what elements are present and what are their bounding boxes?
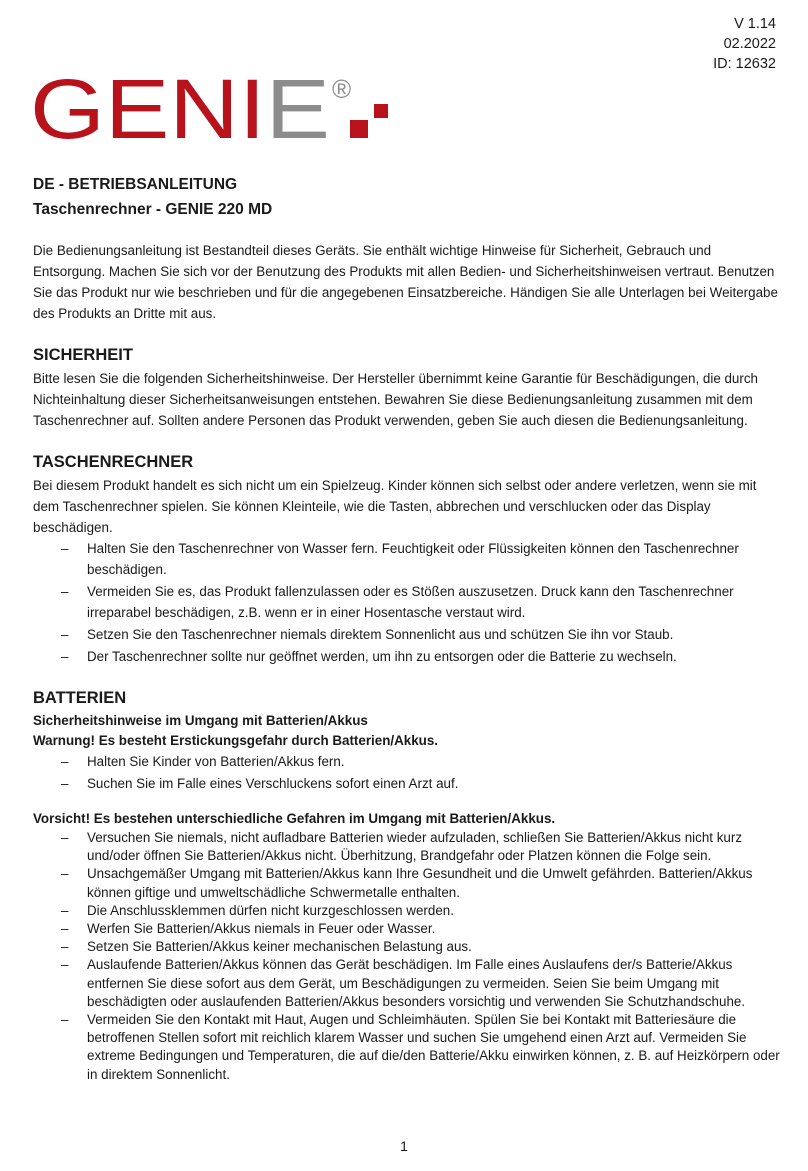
- list-item: – Halten Sie den Taschenrechner von Wasser fern. Feuchtigkeit oder Flüssigkeiten können den Taschenrechner beschädigen.: [33, 538, 783, 580]
- doc-title-line2: Taschenrechner - GENIE 220 MD: [33, 201, 273, 218]
- list-item: – Auslaufende Batterien/Akkus können das Gerät beschädigen. Im Falle eines Auslaufens der/s Batterie/Akkus entfernen Sie diese sofort aus dem Gerät, um Beschädigungen zu vermeiden. Seien Sie beim Umgang mit beschädigten oder auslaufenden Batterien/Akkus besonders vorsichtig und verwenden Sie Schutzhandschuhe.: [61, 957, 746, 1009]
- section-heading-batterien: BATTERIEN: [33, 689, 127, 707]
- dash-bullet: –: [61, 957, 69, 973]
- list-item: – Suchen Sie im Falle eines Verschluckens sofort einen Arzt auf.: [33, 773, 783, 794]
- logo-wordmark: GENI E: [30, 74, 322, 146]
- dash-bullet: –: [61, 1012, 69, 1028]
- list-item: – Setzen Sie Batterien/Akkus keiner mechanischen Belastung aus.: [33, 938, 783, 956]
- list-item: – Halten Sie Kinder von Batterien/Akkus fern.: [33, 751, 783, 772]
- list-item: – Setzen Sie den Taschenrechner niemals direktem Sonnenlicht aus und schützen Sie ihn vor Staub.: [33, 624, 783, 645]
- list-item: – Der Taschenrechner sollte nur geöffnet werden, um ihn zu entsorgen oder die Batterie zu wechseln.: [33, 646, 783, 667]
- genie-logo: [30, 74, 420, 146]
- date-label: 02.2022: [723, 36, 776, 52]
- logo-square-small: [374, 104, 388, 118]
- manual-content: [33, 172, 783, 1084]
- dash-bullet: –: [61, 541, 69, 556]
- dash-bullet: –: [61, 627, 69, 642]
- spacer: [33, 795, 783, 809]
- list-item: – Versuchen Sie niemals, nicht aufladbare Batterien wieder aufzuladen, schließen Sie Batterien/Akkus nicht kurz und/oder öffnen Sie Batterien/Akkus nicht. Überhitzung, Brandgefahr oder Platzen können die Folge sein.: [61, 830, 743, 864]
- caution-list: [33, 829, 783, 1084]
- caution-line: Vorsicht! Es bestehen unterschiedliche Gefahren im Umgang mit Batterien/Akkus.: [33, 811, 556, 826]
- list-item: – Die Anschlussklemmen dürfen nicht kurzgeschlossen werden.: [33, 902, 783, 920]
- dash-bullet: –: [61, 649, 69, 664]
- logo-square-large: [350, 120, 368, 138]
- version-label: V 1.14: [734, 16, 776, 32]
- document-meta: [713, 14, 776, 74]
- section-heading-taschenrechner: TASCHENRECHNER: [33, 453, 194, 471]
- dash-bullet: –: [61, 902, 69, 918]
- page-number: 1: [400, 1138, 408, 1154]
- warning-line: Warnung! Es besteht Erstickungsgefahr durch Batterien/Akkus.: [33, 733, 439, 748]
- list-item: – Werfen Sie Batterien/Akkus niemals in Feuer oder Wasser.: [33, 920, 783, 938]
- warning-list: [33, 751, 783, 794]
- taschenrechner-list: [33, 538, 783, 667]
- dash-bullet: –: [61, 776, 69, 791]
- intro-paragraph: Die Bedienungsanleitung ist Bestandteil dieses Geräts. Sie enthält wichtige Hinweise für Sicherheit, Gebrauch und Entsorgung. Machen Sie sich vor der Benutzung des Produkts mit allen Bedien- und Sicherheitshinweisen vertraut. Benutzen Sie das Produkt nur wie beschrieben und für die angegebenen Einsatzbereiche. Händigen Sie alle Unterlagen bei Weitergabe des Produkts an Dritte mit aus.: [33, 243, 778, 321]
- batterien-subheading: Sicherheitshinweise im Umgang mit Batterien/Akkus: [33, 713, 368, 728]
- dash-bullet: –: [61, 866, 69, 882]
- list-item: – Vermeiden Sie es, das Produkt fallenzulassen oder es Stößen auszusetzen. Druck kann den Taschenrechner irreparabel beschädigen, z.B. wenn er in einer Hosentasche verstaut wird.: [33, 581, 783, 623]
- list-item: – Unsachgemäßer Umgang mit Batterien/Akkus kann Ihre Gesundheit und die Umwelt gefährden. Batterien/Akkus können giftige und umweltschädliche Schwermetalle enthalten.: [61, 866, 753, 900]
- doc-title-line1: DE - BETRIEBSANLEITUNG: [33, 176, 238, 193]
- dash-bullet: –: [61, 830, 69, 845]
- taschenrechner-paragraph: Bei diesem Produkt handelt es sich nicht um ein Spielzeug. Kinder können sich selbst oder andere verletzen, wenn sie mit dem Taschenrechner spielen. Sie können Kleinteile, wie die Tasten, abbrechen und verschlucken oder das Display beschädigen.: [33, 478, 757, 535]
- dash-bullet: –: [61, 584, 69, 599]
- sicherheit-paragraph: Bitte lesen Sie die folgenden Sicherheitshinweise. Der Hersteller übernimmt keine Garantie für Beschädigungen, die durch Nichteinhaltung dieser Sicherheitsanweisungen entstehen. Bewahren Sie diese Bedienungsanleitung zusammen mit dem Taschenrechner auf. Sollten andere Personen das Produkt verwenden, geben Sie auch diesen die Bedienungsanleitung.: [33, 371, 758, 428]
- list-item: – Vermeiden Sie den Kontakt mit Haut, Augen und Schleimhäuten. Spülen Sie bei Kontakt mit Batteriesäure die betroffenen Stellen sofort mit reichlich klarem Wasser und suchen Sie umgehend einen Arzt auf. Vermeiden Sie extreme Bedingungen und Temperaturen, die auf die/den Batterie/Akku einwirken können, z. B. auf Heizkörpern oder in direktem Sonnenlicht.: [61, 1012, 780, 1082]
- registered-mark: ®: [332, 74, 352, 104]
- section-heading-sicherheit: SICHERHEIT: [33, 346, 133, 364]
- dash-bullet: –: [61, 939, 69, 955]
- id-label: ID: 12632: [713, 56, 776, 72]
- dash-bullet: –: [61, 921, 69, 937]
- dash-bullet: –: [61, 754, 69, 769]
